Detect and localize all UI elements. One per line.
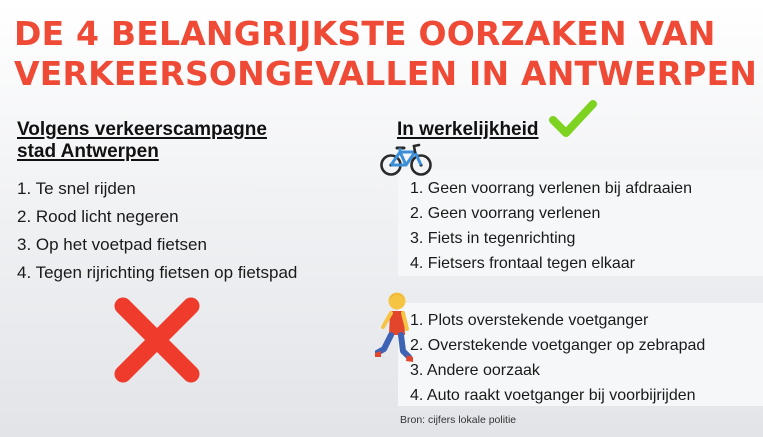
page-title-line-2: VERKEERSONGEVALLEN IN ANTWERPEN [14,54,758,93]
list-item: 4. Fietsers frontaal tegen elkaar [410,255,636,272]
list-item: 1. Geen voorrang verlenen bij afdraaien [410,180,692,197]
pedestrian-causes-list [410,308,763,408]
pedestrian-icon [375,291,413,365]
reality-heading: In werkelijkheid [397,119,539,140]
list-item: 2. Rood licht negeren [17,207,179,226]
campaign-heading-line-2: stad Antwerpen [17,141,159,162]
page-title-line-1: DE 4 BELANGRIJKSTE OORZAKEN VAN [14,14,716,53]
list-item: 1. Plots overstekende voetganger [410,312,649,329]
bicycle-icon [379,141,433,177]
list-item: 3. Fiets in tegenrichting [410,230,576,247]
bicycle-causes-panel [398,170,763,276]
campaign-causes-list [17,175,377,287]
list-item: 4. Tegen rijrichting fietsen op fietspad [17,263,298,282]
list-item: 3. Op het voetpad fietsen [17,235,207,254]
bicycle-causes-list [410,176,763,276]
red-cross-icon [113,296,201,384]
page-title [14,14,758,94]
list-item: 2. Geen voorrang verlenen [410,205,601,222]
source-note: Bron: cijfers lokale politie [400,414,517,426]
list-item: 1. Te snel rijden [17,179,136,198]
list-item: 4. Auto raakt voetganger bij voorbijrijden [410,387,696,404]
green-check-icon [548,98,598,140]
list-item: 3. Andere oorzaak [410,362,540,379]
list-item: 2. Overstekende voetganger op zebrapad [410,337,706,354]
campaign-heading-line-1: Volgens verkeerscampagne [17,119,267,140]
campaign-heading [17,119,337,163]
pedestrian-causes-panel [398,303,763,406]
